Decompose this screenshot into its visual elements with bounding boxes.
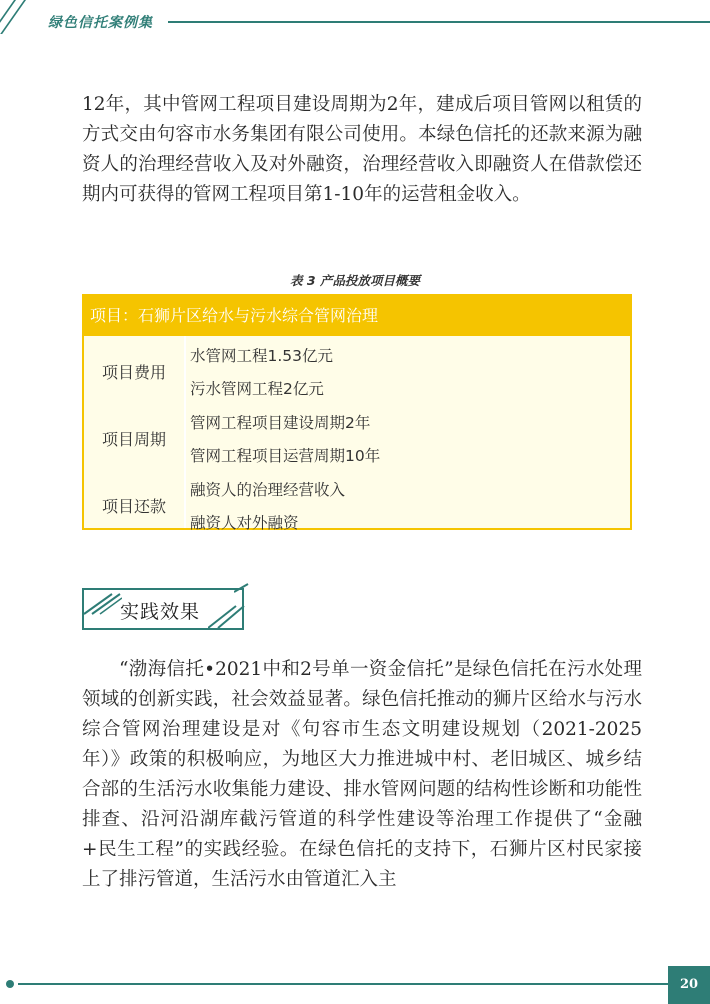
row-value: 融资人的治理经营收入 [190,481,346,499]
table-body [84,336,630,532]
header-rule [168,21,710,23]
row-label-cost: 项目费用 [101,363,166,382]
badge-stripes-icon [82,588,122,616]
table-header: 项目：石狮片区给水与污水综合管网治理 [84,296,630,336]
badge-stripes-icon [208,602,246,630]
footer-dot [6,980,14,988]
page-number: 20 [668,966,710,1004]
row-value: 污水管网工程2亿元 [190,380,324,398]
section-title: 实践效果 [120,601,201,623]
table-caption: 表 3 产品投放项目概要 [290,273,420,288]
body-paragraph: 12年，其中管网工程项目建设周期为2年，建成后项目管网以租赁的方式交由句容市水务集团有限公司使用。本绿色信托的还款来源为融资人的治理经营收入及对外融资，治理经营收入即融资人在借款偿还期内可获得的管网工程项目第1-10年的运营租金收入。 [82,94,642,205]
row-label-repayment: 项目还款 [101,497,166,516]
table-column-divider [184,336,186,528]
header-title: 绿色信托案例集 [48,15,153,31]
row-value: 管网工程项目建设周期2年 [190,414,371,432]
row-value: 管网工程项目运营周期10年 [190,447,381,465]
section-badge [82,588,244,630]
badge-corner-icon [234,582,250,594]
body-paragraph: “渤海信托•2021中和2号单一资金信托”是绿色信托在污水处理领域的创新实践，社会效益显著。绿色信托推动的狮片区给水与污水综合管网治理建设是对《句容市生态文明建设规划（2021-2025年）》政策的积极响应，为地区大力推进城中村、老旧城区、城乡结合部的生活污水收集能力建设、排水管网问题的结构性诊断和功能性排查、沿河沿湖库截污管道的科学性建设等治理工作提供了“金融+民生工程”的实践经验。在绿色信托的支持下，石狮片区村民家接上了排污管道，生活污水由管道汇入主 [82,659,642,890]
footer-rule [18,983,668,985]
row-label-period: 项目周期 [101,430,166,449]
row-value: 水管网工程1.53亿元 [190,347,334,365]
project-summary-table [82,294,632,530]
row-value: 融资人对外融资 [190,514,299,532]
